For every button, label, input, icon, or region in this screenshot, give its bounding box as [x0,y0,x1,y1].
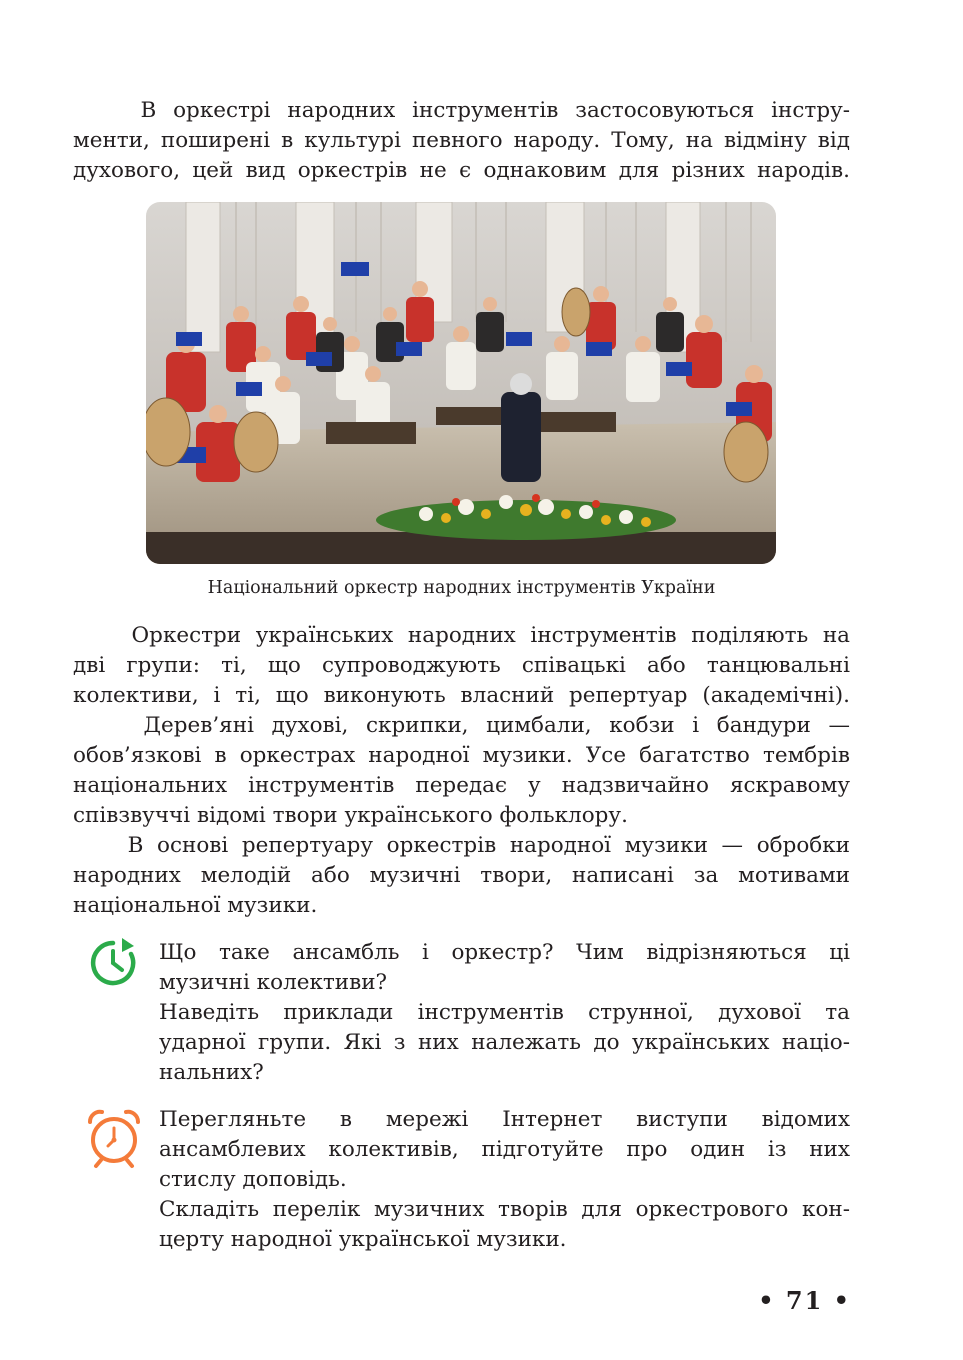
p3-line-1: В основі репертуару оркестрів народної музики — обробки [73,833,850,858]
homework-text [159,1105,850,1255]
orchestra-photo [146,202,776,564]
p1-line-1: Оркестри українських народних інструментів поділяють на [73,623,850,648]
p3-line-2: народних мелодій або музичні твори, написані за мотивами [73,863,850,888]
homework-line-5: церту народної української музики. [159,1227,567,1252]
questions-line-5: нальних? [159,1060,264,1085]
homework-line-4: Складіть перелік музичних творів для оркестрового кон- [159,1197,850,1222]
questions-line-3: Наведіть приклади інструментів струнної, духової та [159,1000,850,1025]
homework-line-2: ансамблевих колективів, підготуйте про один із них [159,1137,850,1162]
orchestra-illustration [146,202,776,564]
intro-line-2: менти, поширені в культурі певного народу. Тому, на відміну від [73,128,850,153]
paragraph-repertoire [73,831,850,921]
questions-text [159,938,850,1088]
p3-line-3: національної музики. [73,893,318,918]
p2-line-2: обов’язкові в оркестрах народної музики. Усе багатство тембрів [73,743,850,768]
questions-line-4: ударної групи. Які з них належать до українських націо- [159,1030,850,1055]
p1-line-3: колективи, і ті, що виконують власний репертуар (академічні). [73,683,850,708]
homework-line-3: стислу доповідь. [159,1167,347,1192]
green-clock-arrow-icon [86,936,140,990]
questions-line-1: Що таке ансамбль і оркестр? Чим відрізняються ці [159,940,850,965]
p1-line-2: дві групи: ті, що супроводжують співацькі або танцювальні [73,653,850,678]
questions-line-2: музичні колективи? [159,970,388,995]
p2-line-3: національних інструментів передає у надзвичайно яскравому [73,773,850,798]
intro-paragraph [73,96,850,186]
orange-alarm-clock-icon [84,1108,144,1170]
page-number: • 71 • [758,1286,851,1315]
homework-line-1: Перегляньте в мережі Інтернет виступи відомих [159,1107,850,1132]
p2-line-4: співзвуччі відомі твори українського фольклору. [73,803,628,828]
paragraph-instruments [73,711,850,831]
intro-line-1: В оркестрі народних інструментів застосовуються інстру- [73,98,850,123]
photo-caption: Національний оркестр народних інструментів України [207,578,716,598]
p2-line-1: Дерев’яні духові, скрипки, цимбали, кобзи і бандури — [73,713,850,738]
intro-line-3: духового, цей вид оркестрів не є однаковим для різних народів. [73,158,850,183]
paragraph-groups [73,621,850,711]
